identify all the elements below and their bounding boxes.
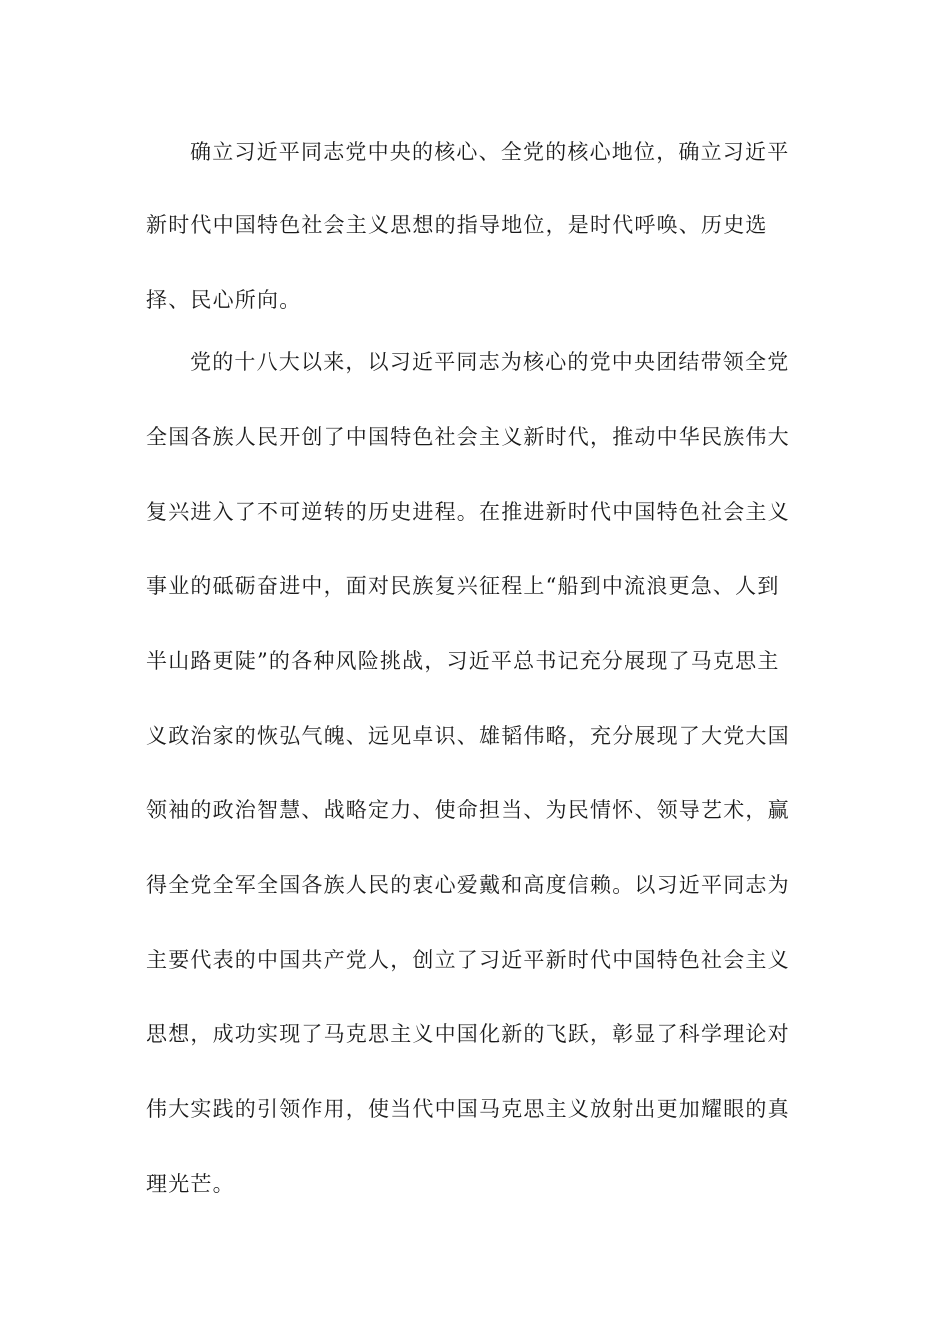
paragraph-line: 新时代中国特色社会主义思想的指导地位，是时代呼唤、历史选 — [146, 213, 768, 237]
paragraph-line: 领袖的政治智慧、战略定力、使命担当、为民情怀、领导艺术，赢 — [146, 798, 790, 822]
paragraph-line: 择、民心所向。 — [146, 288, 302, 312]
paragraph-line: 义政治家的恢弘气魄、远见卓识、雄韬伟略，充分展现了大党大国 — [146, 724, 790, 748]
paragraph-line: 事业的砥砺奋进中，面对民族复兴征程上“船到中流浪更急、人到 — [146, 574, 780, 598]
paragraph-line: 党的十八大以来，以习近平同志为核心的党中央团结带领全党 — [190, 350, 790, 374]
paragraph-line: 主要代表的中国共产党人，创立了习近平新时代中国特色社会主义 — [146, 948, 790, 972]
paragraph-line: 理光芒。 — [146, 1172, 235, 1196]
paragraph-line: 得全党全军全国各族人民的衷心爱戴和高度信赖。以习近平同志为 — [146, 873, 790, 897]
paragraph-line: 复兴进入了不可逆转的历史进程。在推进新时代中国特色社会主义 — [146, 500, 790, 524]
paragraph-line: 伟大实践的引领作用，使当代中国马克思主义放射出更加耀眼的真 — [146, 1097, 790, 1121]
paragraph-line: 确立习近平同志党中央的核心、全党的核心地位，确立习近平 — [190, 140, 790, 164]
paragraph-line: 思想，成功实现了马克思主义中国化新的飞跃，彰显了科学理论对 — [146, 1022, 790, 1046]
paragraph-line: 半山路更陡”的各种风险挑战，习近平总书记充分展现了马克思主 — [146, 649, 780, 673]
paragraph-line: 全国各族人民开创了中国特色社会主义新时代，推动中华民族伟大 — [146, 425, 790, 449]
